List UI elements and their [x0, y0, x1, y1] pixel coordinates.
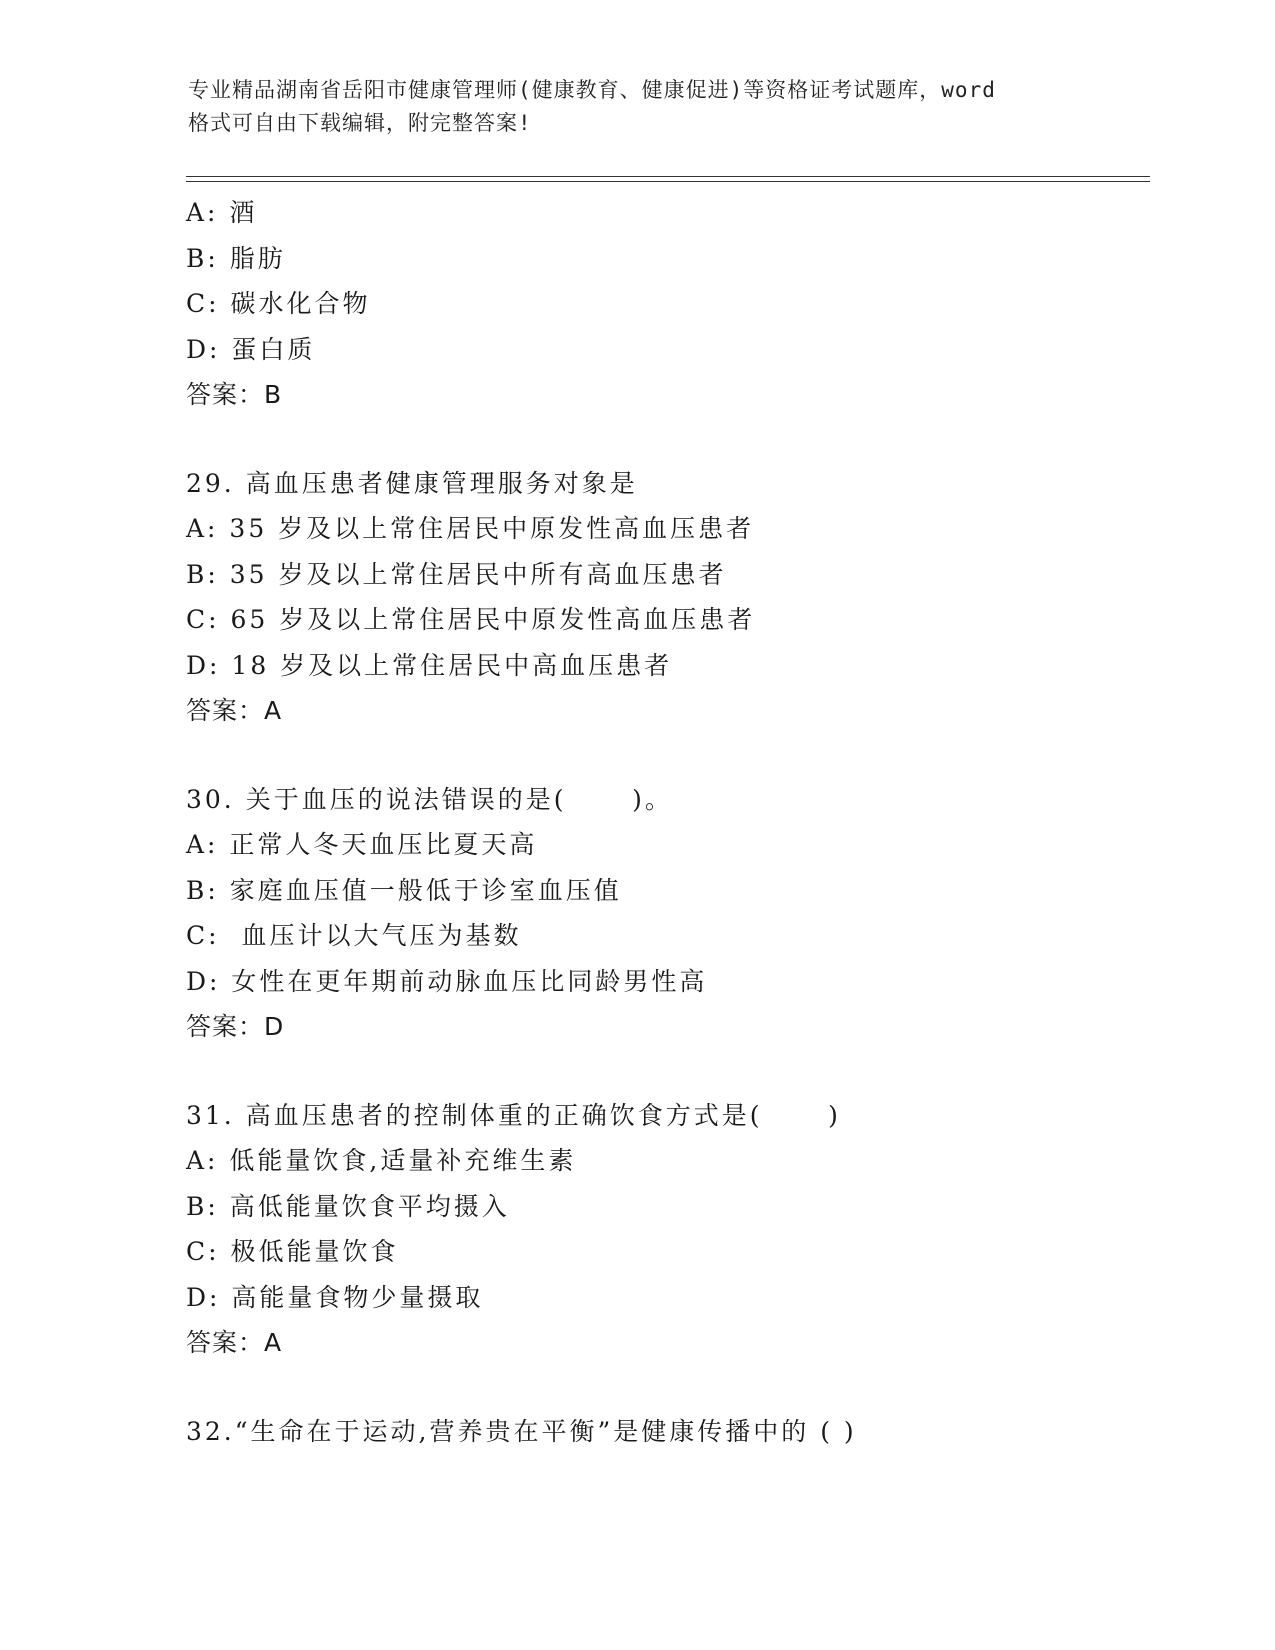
option-d: D: 高能量食物少量摄取 [186, 1282, 484, 1312]
spacer [186, 734, 1146, 777]
header-line-1: 专业精品湖南省岳阳市健康管理师(健康教育、健康促进)等资格证考试题库，word [188, 78, 996, 102]
spacer [186, 1050, 1146, 1093]
question-block [186, 1093, 1146, 1366]
document-header [188, 74, 1088, 140]
option-a: A: 酒 [186, 198, 258, 227]
header-divider-top [186, 176, 1150, 177]
answer-line: 答案：A [186, 1328, 283, 1357]
option-b: B: 高低能量饮食平均摄入 [186, 1191, 510, 1221]
question-block [186, 461, 1146, 734]
option-b: B: 脂肪 [186, 243, 286, 273]
option-c: C: 65 岁及以上常住居民中原发性高血压患者 [186, 605, 756, 634]
option-a: A: 正常人冬天血压比夏天高 [186, 830, 538, 859]
option-d: D: 18 岁及以上常住居民中高血压患者 [186, 650, 673, 680]
question-block [186, 190, 1146, 418]
answer-line: 答案：A [186, 696, 283, 725]
option-d: D: 蛋白质 [186, 334, 316, 364]
answer-line: 答案：D [186, 1012, 285, 1041]
spacer [186, 1366, 1146, 1409]
option-c: C: 碳水化合物 [186, 289, 371, 318]
option-b: B: 家庭血压值一般低于诊室血压值 [186, 875, 622, 905]
question-text: 30. 关于血压的说法错误的是( )。 [186, 784, 673, 814]
option-c: C: 极低能量饮食 [186, 1237, 399, 1266]
question-block [186, 777, 1146, 1050]
question-text: 31. 高血压患者的控制体重的正确饮食方式是( ) [186, 1100, 841, 1130]
question-text: 32.“生命在于运动,营养贵在平衡”是健康传播中的 ( ) [186, 1416, 857, 1446]
option-a: A: 35 岁及以上常住居民中原发性高血压患者 [186, 514, 755, 543]
option-b: B: 35 岁及以上常住居民中所有高血压患者 [186, 559, 727, 589]
option-a: A: 低能量饮食,适量补充维生素 [186, 1146, 577, 1175]
header-line-2: 格式可自由下载编辑，附完整答案! [188, 111, 532, 135]
question-block [186, 1409, 1146, 1455]
question-list [186, 190, 1146, 1454]
header-divider-bottom [186, 181, 1150, 182]
question-text: 29. 高血压患者健康管理服务对象是 [186, 468, 638, 498]
spacer [186, 418, 1146, 461]
answer-line: 答案：B [186, 380, 283, 409]
option-d: D: 女性在更年期前动脉血压比同龄男性高 [186, 966, 708, 996]
option-c: C: 血压计以大气压为基数 [186, 921, 522, 950]
